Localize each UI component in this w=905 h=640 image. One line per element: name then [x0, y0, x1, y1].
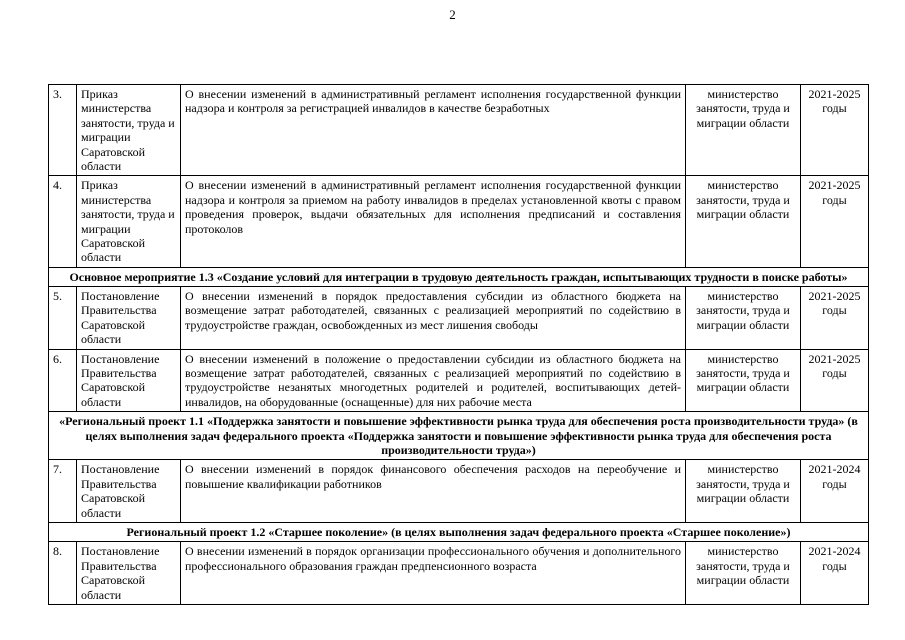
executor-cell: министерство занятости, труда и миграции области [686, 85, 801, 176]
description-cell: О внесении изменений в порядок финансового обеспечения расходов на переобучение и повышение квалификации работников [181, 460, 686, 523]
description-cell: О внесении изменений в административный регламент исполнения государственной функции надзора и контроля за приемом на работу инвалидов в пределах установленной квоты с правом проведения проверок, выдачи обязательных для исполнения предписаний и составления протоколов [181, 176, 686, 267]
executor-cell: министерство занятости, труда и миграции области [686, 349, 801, 412]
row-number-cell: 5. [49, 287, 77, 350]
document-type-cell: Приказ министерства занятости, труда и миграции Саратовской области [77, 176, 181, 267]
row-number-cell: 8. [49, 542, 77, 605]
years-cell: 2021-2025 годы [801, 176, 869, 267]
section-header-row [49, 267, 869, 286]
measures-table [48, 84, 869, 605]
description-cell: О внесении изменений в порядок предоставления субсидии из областного бюджета на возмещение затрат работодателей, связанных с реализацией мероприятий по содействию в трудоустройстве граждан, освобожденных из мест лишения свободы [181, 287, 686, 350]
document-type-cell: Приказ министерства занятости, труда и миграции Саратовской области [77, 85, 181, 176]
years-cell: 2021-2024 годы [801, 460, 869, 523]
years-cell: 2021-2025 годы [801, 349, 869, 412]
years-cell: 2021-2024 годы [801, 542, 869, 605]
executor-cell: министерство занятости, труда и миграции области [686, 176, 801, 267]
years-cell: 2021-2025 годы [801, 85, 869, 176]
description-cell: О внесении изменений в порядок организации профессионального обучения и дополнительного профессионального образования граждан предпенсионного возраста [181, 542, 686, 605]
table-body [49, 85, 869, 605]
row-number-cell: 6. [49, 349, 77, 412]
table-row [49, 176, 869, 267]
table-row [49, 287, 869, 350]
section-header-text: Основное мероприятие 1.3 «Создание условий для интеграции в трудовую деятельность граждан, испытывающих трудности в поиске работы» [49, 267, 869, 286]
page-number: 2 [449, 7, 456, 22]
table-row [49, 85, 869, 176]
section-header-text: Региональный проект 1.2 «Старшее поколение» (в целях выполнения задач федерального проекта «Старшее поколение») [49, 522, 869, 541]
section-header-row [49, 412, 869, 460]
executor-cell: министерство занятости, труда и миграции области [686, 460, 801, 523]
section-header-row [49, 522, 869, 541]
table-row [49, 460, 869, 523]
document-type-cell: Постановление Правительства Саратовской области [77, 542, 181, 605]
executor-cell: министерство занятости, труда и миграции области [686, 542, 801, 605]
document-type-cell: Постановление Правительства Саратовской области [77, 460, 181, 523]
executor-cell: министерство занятости, труда и миграции области [686, 287, 801, 350]
years-cell: 2021-2025 годы [801, 287, 869, 350]
row-number-cell: 7. [49, 460, 77, 523]
row-number-cell: 3. [49, 85, 77, 176]
document-type-cell: Постановление Правительства Саратовской области [77, 349, 181, 412]
row-number-cell: 4. [49, 176, 77, 267]
section-header-text: «Региональный проект 1.1 «Поддержка занятости и повышение эффективности рынка труда для обеспечения роста производительности труда» (в целях выполнения задач федерального проекта «Поддержка занятости и повышение эффективности рынка труда для обеспечения роста производительности труда») [49, 412, 869, 460]
table-row [49, 349, 869, 412]
table-row [49, 542, 869, 605]
description-cell: О внесении изменений в положение о предоставлении субсидии из областного бюджета на возмещение затрат работодателей, связанных с реализацией мероприятий по содействию в трудоустройстве незанятых многодетных родителей и родителей, воспитывающих детей-инвалидов, на оборудованные (оснащенные) для них рабочие места [181, 349, 686, 412]
document-type-cell: Постановление Правительства Саратовской области [77, 287, 181, 350]
description-cell: О внесении изменений в административный регламент исполнения государственной функции надзора и контроля за регистрацией инвалидов в качестве безработных [181, 85, 686, 176]
